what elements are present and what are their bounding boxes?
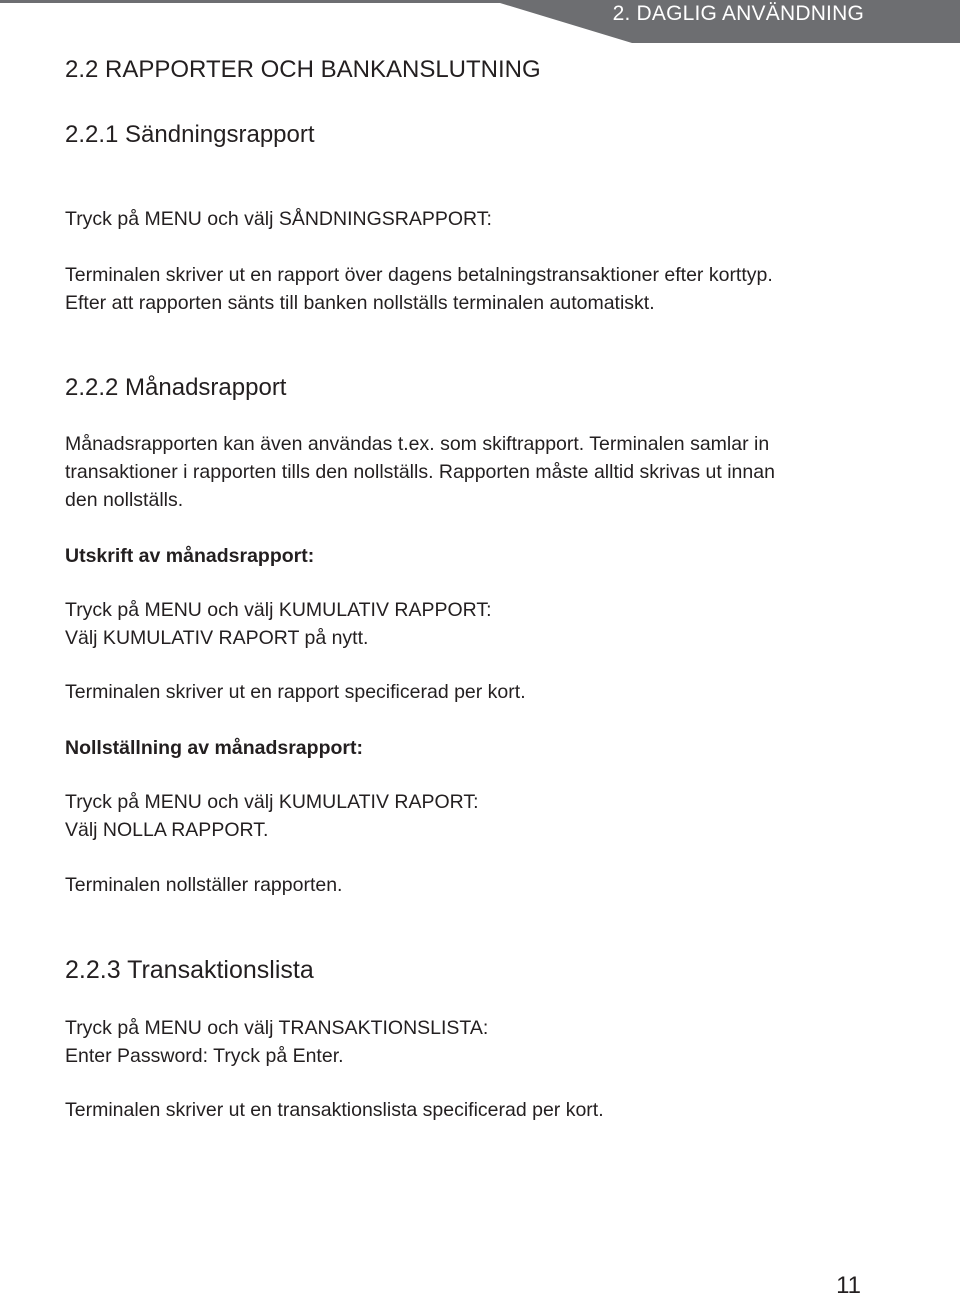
page-number: 11 [836,1272,861,1299]
print-report-result: Terminalen skriver ut en rapport specificerad per kort. [65,681,526,703]
transaktionslista-result: Terminalen skriver ut en transaktionslista specificerad per kort. [65,1099,604,1121]
chapter-header-bar [0,0,960,44]
transaktionslista-step1: Tryck på MENU och välj TRANSAKTIONSLISTA: [65,1017,489,1039]
manadsrapport-intro-line1: Månadsrapporten kan även användas t.ex. som skiftrapport. Terminalen samlar in [65,433,770,455]
print-report-step1: Tryck på MENU och välj KUMULATIV RAPPORT: [65,599,492,621]
reset-report-step1: Tryck på MENU och välj KUMULATIV RAPORT: [65,791,479,813]
transaktionslista-step2: Enter Password: Tryck på Enter. [65,1045,344,1067]
manadsrapport-heading: 2.2.2 Månadsrapport [65,374,287,401]
sandningsrapport-instruction: Tryck på MENU och välj SÅNDNINGSRAPPORT: [65,208,492,230]
print-report-heading: Utskrift av månadsrapport: [65,545,315,567]
sandningsrapport-description-line2: Efter att rapporten sänts till banken nollställs terminalen automatiskt. [65,292,655,314]
reset-report-heading: Nollställning av månadsrapport: [65,737,363,759]
chapter-label: 2. DAGLIG ANVÄNDNING [612,2,864,25]
manadsrapport-intro-line3: den nollställs. [65,489,184,511]
sandningsrapport-description-line1: Terminalen skriver ut en rapport över dagens betalningstransaktioner efter korttyp. [65,264,773,286]
section-title: 2.2 RAPPORTER OCH BANKANSLUTNING [65,56,541,83]
reset-report-result: Terminalen nollställer rapporten. [65,874,343,896]
print-report-step2: Välj KUMULATIV RAPORT på nytt. [65,627,369,649]
transaktionslista-heading: 2.2.3 Transaktionslista [65,956,314,984]
sandningsrapport-heading: 2.2.1 Sändningsrapport [65,121,315,148]
reset-report-step2: Välj NOLLA RAPPORT. [65,819,269,841]
manadsrapport-intro-line2: transaktioner i rapporten tills den nollställs. Rapporten måste alltid skrivas ut innan [65,461,775,483]
